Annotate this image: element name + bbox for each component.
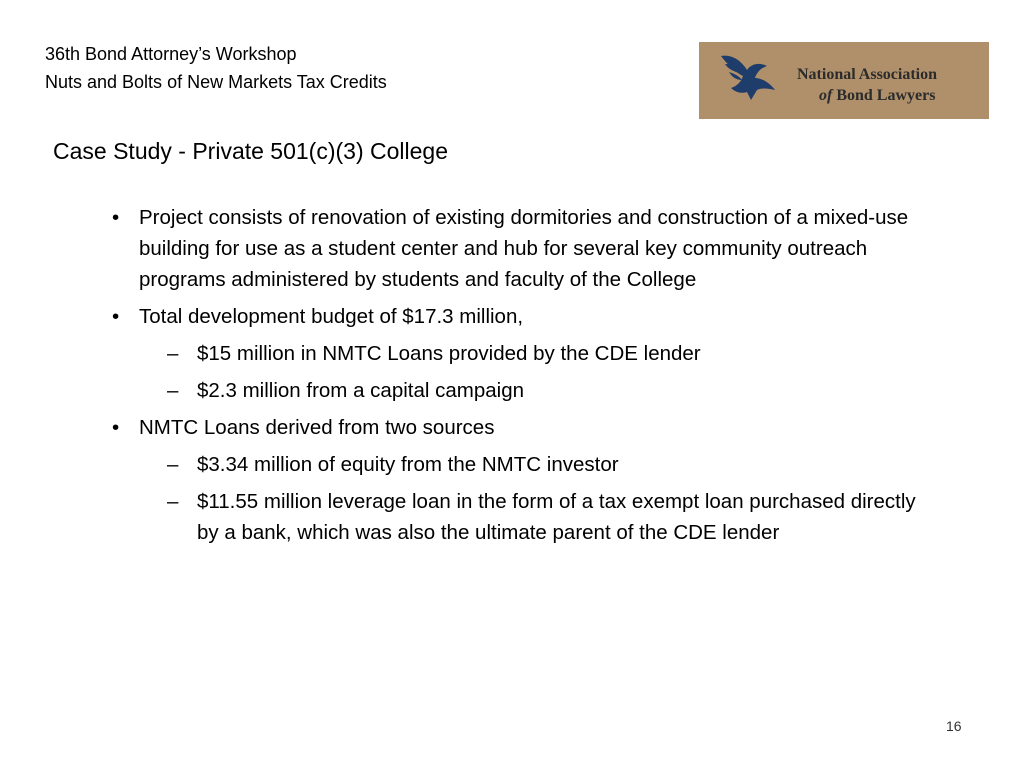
sub-bullet-marker: – bbox=[167, 490, 179, 513]
sub-bullet-item bbox=[112, 486, 932, 548]
sub-bullet-marker: – bbox=[167, 379, 179, 402]
sub-bullet-text: $2.3 million from a capital campaign bbox=[197, 379, 525, 402]
sub-bullet-item bbox=[112, 375, 932, 406]
sub-bullet-item bbox=[112, 449, 932, 480]
slide-body bbox=[112, 202, 932, 554]
sub-bullet-text: $11.55 million leverage loan in the form of a tax exempt loan purchased directly by a bank, which was also the ultimate parent of the CDE lender bbox=[197, 490, 916, 544]
bullet-item bbox=[112, 202, 932, 295]
header-line-2: Nuts and Bolts of New Markets Tax Credits bbox=[45, 72, 387, 92]
bullet-item bbox=[112, 301, 932, 332]
header-line-1: 36th Bond Attorney’s Workshop bbox=[45, 44, 297, 64]
bullet-marker: • bbox=[112, 305, 120, 328]
logo-line-2 bbox=[797, 85, 977, 106]
bullet-marker: • bbox=[112, 206, 120, 229]
page-number: 16 bbox=[946, 718, 962, 734]
nabl-logo bbox=[699, 42, 989, 119]
bullet-marker: • bbox=[112, 416, 120, 439]
sub-bullet-marker: – bbox=[167, 342, 179, 365]
bullet-text: NMTC Loans derived from two sources bbox=[139, 416, 495, 439]
bullet-text: Project consists of renovation of existing dormitories and construction of a mixed-use building for use as a student center and hub for several key community outreach programs administered by students and faculty of the College bbox=[139, 206, 909, 291]
bullet-text: Total development budget of $17.3 million, bbox=[139, 305, 524, 328]
logo-line-2-rest: Bond Lawyers bbox=[832, 87, 936, 104]
logo-line-1: National Association bbox=[797, 66, 938, 83]
sub-bullet-text: $15 million in NMTC Loans provided by the CDE lender bbox=[197, 342, 701, 365]
sub-bullet-text: $3.34 million of equity from the NMTC investor bbox=[197, 453, 619, 476]
sub-bullet-item bbox=[112, 338, 932, 369]
sub-bullet-marker: – bbox=[167, 453, 179, 476]
logo-line-2-prefix: of bbox=[819, 87, 833, 104]
header bbox=[45, 40, 387, 96]
bullet-item bbox=[112, 412, 932, 443]
eagle-icon bbox=[717, 50, 781, 106]
slide-title: Case Study - Private 501(c)(3) College bbox=[53, 138, 448, 164]
logo-text bbox=[797, 64, 977, 106]
